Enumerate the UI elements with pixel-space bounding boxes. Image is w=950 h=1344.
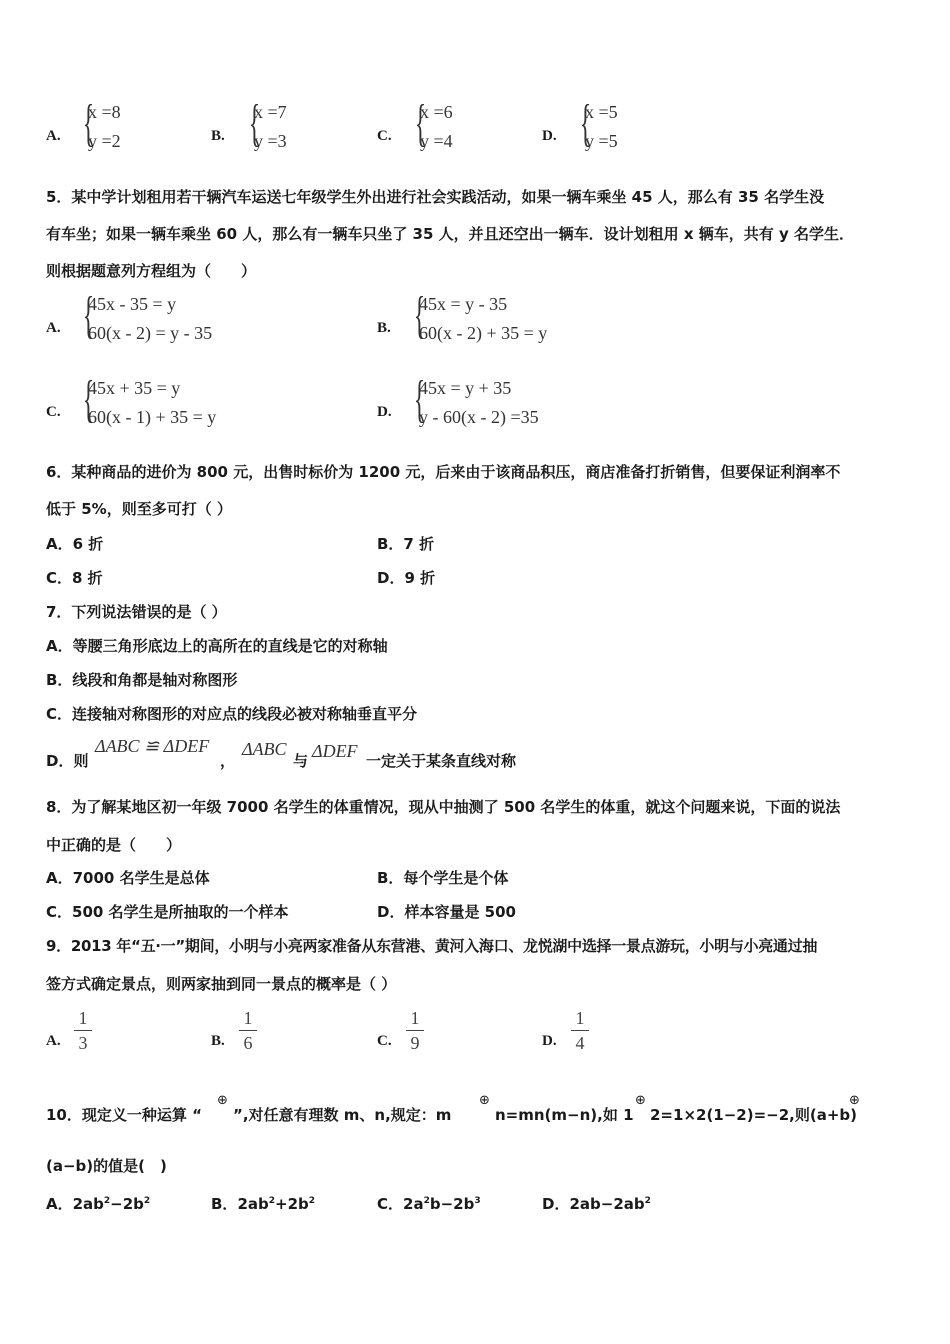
brace-icon: { xyxy=(82,287,95,344)
fraction-bar xyxy=(239,1030,257,1031)
system-row: x =6 xyxy=(420,102,453,122)
q8-stem-line2: 中正确的是（ ） xyxy=(46,836,182,854)
fraction-denominator: 4 xyxy=(575,1033,585,1053)
q6-stem-line1: 6．某种商品的进价为 800 元，出售时标价为 1200 元，后来由于该商品积压，商店准备打折销售，但要保证利润率不 xyxy=(46,463,841,481)
brace-icon: { xyxy=(82,95,95,152)
system-row: 60(x - 1) + 35 = y xyxy=(88,407,217,427)
q10-stem-part4: 2=1×2(1−2)=−2,则(a+b) xyxy=(650,1106,858,1124)
option-exponent: 2 xyxy=(143,1196,151,1206)
system-row: y =2 xyxy=(88,131,121,151)
option-text: −2b xyxy=(110,1195,144,1213)
brace-icon: { xyxy=(579,95,592,152)
q6-stem-line2: 低于 5%，则至多可打（ ） xyxy=(46,500,232,518)
q7-math-triangle-abc: ΔABC xyxy=(242,739,287,759)
q6-option-c: C．8 折 xyxy=(46,569,103,587)
q10-stem-part2: ”,对任意有理数 m、n,规定：m xyxy=(233,1106,452,1124)
q5-option-a-label: A. xyxy=(46,320,61,336)
fraction-numerator: 1 xyxy=(575,1008,585,1028)
system-row: 45x = y + 35 xyxy=(419,378,512,398)
q10-option-b xyxy=(211,1191,315,1214)
q10-stem-part1: 10．现定义一种运算 “ xyxy=(46,1106,202,1124)
fraction-denominator: 9 xyxy=(410,1033,420,1053)
q10-stem-line2: (a−b)的值是( ) xyxy=(46,1157,167,1175)
brace-icon: { xyxy=(82,371,95,428)
q7-option-a: A．等腰三角形底边上的高所在的直线是它的对称轴 xyxy=(46,637,388,655)
option-exponent: 2 xyxy=(308,1196,316,1206)
q7-math-triangle-def: ΔDEF xyxy=(312,741,358,761)
q6-option-b: B．7 折 xyxy=(377,535,435,553)
q7-and: 与 xyxy=(293,752,309,770)
q4-option-a-label: A. xyxy=(46,128,61,144)
fraction-denominator: 6 xyxy=(243,1033,253,1053)
q8-option-a: A．7000 名学生是总体 xyxy=(46,869,210,887)
q4-option-b-label: B. xyxy=(211,128,225,144)
system-row: x =7 xyxy=(254,102,287,122)
option-exponent: 2 xyxy=(268,1196,275,1206)
system-row: 45x = y - 35 xyxy=(419,294,508,314)
q5-option-c-label: C. xyxy=(46,404,61,420)
q9-option-c-fraction xyxy=(406,1008,424,1053)
q8-stem-line1: 8．为了解某地区初一年级 7000 名学生的体重情况，现从中抽测了 500 名学生的体重，就这个问题来说，下面的说法 xyxy=(46,798,841,816)
fraction-numerator: 1 xyxy=(78,1008,88,1028)
q5-option-d-label: D. xyxy=(377,404,392,420)
q9-option-a-label: A. xyxy=(46,1033,61,1049)
system-row: 60(x - 2) = y - 35 xyxy=(88,323,213,343)
q4-option-c-label: C. xyxy=(377,128,392,144)
q7-stem: 7．下列说法错误的是（ ） xyxy=(46,603,227,621)
brace-icon: { xyxy=(414,95,427,152)
q9-option-d-fraction xyxy=(571,1008,589,1053)
option-label: A． xyxy=(46,1195,73,1213)
brace-icon: { xyxy=(413,287,426,344)
q10-option-c xyxy=(377,1191,481,1214)
q9-option-d-label: D. xyxy=(542,1033,557,1049)
q9-option-b-label: B. xyxy=(211,1033,225,1049)
q9-option-c-label: C. xyxy=(377,1033,392,1049)
system-row: 45x + 35 = y xyxy=(88,378,181,398)
option-exponent: 2 xyxy=(644,1196,651,1206)
q5-option-b-label: B. xyxy=(377,320,391,336)
q9-stem-line2: 签方式确定景点，则两家抽到同一景点的概率是（ ） xyxy=(46,975,397,993)
q7-option-c: C．连接轴对称图形的对应点的线段必被对称轴垂直平分 xyxy=(46,705,418,723)
system-row: x =5 xyxy=(585,102,618,122)
option-text: 2ab xyxy=(72,1195,104,1213)
brace-icon: { xyxy=(248,95,261,152)
fraction-numerator: 1 xyxy=(243,1008,253,1028)
q9-option-b-fraction xyxy=(239,1008,257,1053)
q10-stem-part3: n=mn(m−n),如 1 xyxy=(495,1106,634,1124)
q5-stem-line3: 则根据题意列方程组为（ ） xyxy=(46,262,257,280)
system-row: y =4 xyxy=(420,131,453,151)
q4-option-d-label: D. xyxy=(542,128,557,144)
q6-option-a: A．6 折 xyxy=(46,535,104,553)
option-exponent: 2 xyxy=(103,1196,111,1206)
fraction-bar xyxy=(406,1030,424,1031)
option-label: D． xyxy=(542,1195,570,1213)
fraction-numerator: 1 xyxy=(410,1008,420,1028)
option-text: 2ab−2ab xyxy=(569,1195,645,1213)
system-row: x =8 xyxy=(88,102,121,122)
oplus-icon: ⊕ xyxy=(217,1093,228,1108)
q7-math-congruence: ΔABC ≌ ΔDEF xyxy=(95,736,210,756)
q9-stem-line1: 9．2013 年“五·一”期间，小明与小亮两家准备从东营港、黄河入海口、龙悦湖中选择一景点游玩，小明与小亮通过抽 xyxy=(46,937,818,955)
oplus-icon: ⊕ xyxy=(849,1093,860,1108)
brace-icon: { xyxy=(413,371,426,428)
fraction-bar xyxy=(74,1030,92,1031)
q8-option-d: D．样本容量是 500 xyxy=(377,903,516,921)
q6-option-d: D．9 折 xyxy=(377,569,436,587)
option-label: B． xyxy=(211,1195,238,1213)
system-row: y =3 xyxy=(254,131,287,151)
option-text: +2b xyxy=(275,1195,309,1213)
fraction-denominator: 3 xyxy=(78,1033,88,1053)
q8-option-b: B．每个学生是个体 xyxy=(377,869,509,887)
oplus-icon: ⊕ xyxy=(479,1093,490,1108)
option-text: 2ab xyxy=(237,1195,269,1213)
option-text: b−2b xyxy=(429,1195,475,1213)
option-exponent: 2 xyxy=(423,1196,430,1206)
system-row: 60(x - 2) + 35 = y xyxy=(419,323,548,343)
q7-option-d-suffix: 一定关于某条直线对称 xyxy=(366,752,517,770)
q7-comma: ， xyxy=(220,752,236,770)
q10-option-a xyxy=(46,1191,150,1214)
q10-option-d xyxy=(542,1191,651,1214)
system-row: 45x - 35 = y xyxy=(88,294,177,314)
q7-option-d-prefix: D．则 xyxy=(46,752,89,770)
option-label: C． xyxy=(377,1195,404,1213)
q7-option-b: B．线段和角都是轴对称图形 xyxy=(46,671,238,689)
option-exponent: 3 xyxy=(474,1196,481,1206)
system-row: y - 60(x - 2) =35 xyxy=(419,407,539,427)
q5-stem-line1: 5．某中学计划租用若干辆汽车运送七年级学生外出进行社会实践活动，如果一辆车乘坐 45 人，那么有 35 名学生没 xyxy=(46,188,825,206)
q5-stem-line2: 有车坐；如果一辆车乘坐 60 人，那么有一辆车只坐了 35 人，并且还空出一辆车．设计划租用 x 辆车，共有 y 名学生． xyxy=(46,225,854,243)
fraction-bar xyxy=(571,1030,589,1031)
q9-option-a-fraction xyxy=(74,1008,92,1053)
q8-option-c: C．500 名学生是所抽取的一个样本 xyxy=(46,903,289,921)
oplus-icon: ⊕ xyxy=(635,1093,646,1108)
system-row: y =5 xyxy=(585,131,618,151)
option-text: 2a xyxy=(403,1195,424,1213)
